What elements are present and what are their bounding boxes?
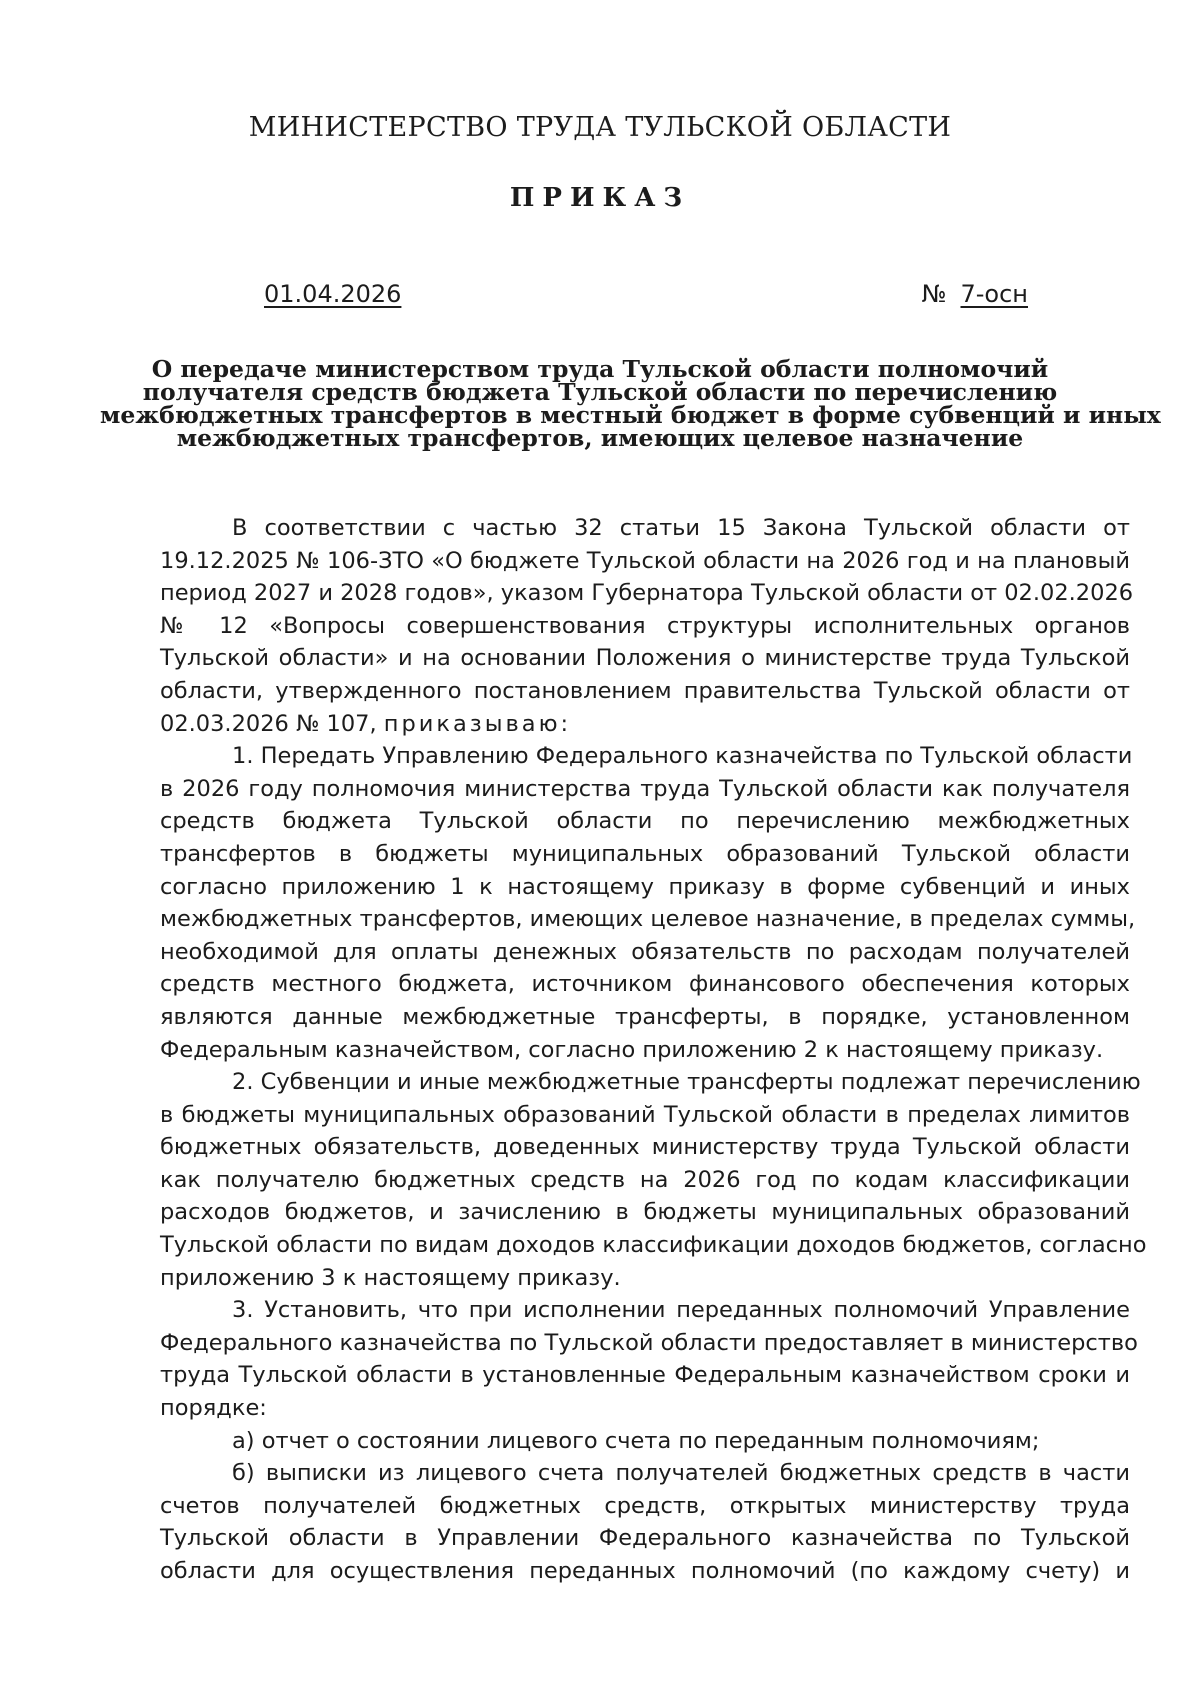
document-body [160, 512, 1147, 1588]
body-line: согласно приложению 1 к настоящему приказу в форме субвенций и иных [160, 873, 1130, 900]
document-type: ПРИКАЗ [509, 183, 691, 213]
body-line [160, 708, 1130, 741]
ministry-name: МИНИСТЕРСТВО ТРУДА ТУЛЬСКОЙ ОБЛАСТИ [248, 112, 952, 143]
body-line: труда Тульской области в установленные Федеральным казначейством сроки и [160, 1362, 1130, 1389]
body-line: межбюджетных трансфертов, имеющих целевое назначение, в пределах суммы, [160, 906, 1136, 933]
body-line: 2. Субвенции и иные межбюджетные трансферты подлежат перечислению [232, 1069, 1141, 1096]
body-line: расходов бюджетов, и зачислению в бюджеты муниципальных образований [160, 1199, 1130, 1226]
body-line: приложению 3 к настоящему приказу. [160, 1264, 621, 1291]
title-line: О передаче министерством труда Тульской области полномочий [151, 355, 1049, 383]
body-line: 1. Передать Управлению Федерального казначейства по Тульской области [232, 743, 1133, 770]
body-line: счетов получателей бюджетных средств, открытых министерству труда [160, 1492, 1130, 1519]
body-line: необходимой для оплаты денежных обязательств по расходам получателей [160, 938, 1130, 965]
body-line: Тульской области в Управлении Федерального казначейства по Тульской [160, 1525, 1130, 1552]
body-line: Тульской области» и на основании Положения о министерстве труда Тульской [160, 645, 1130, 672]
body-line: Федеральным казначейством, согласно приложению 2 к настоящему приказу. [160, 1036, 1104, 1063]
body-line: области для осуществления переданных полномочий (по каждому счету) и [160, 1558, 1130, 1584]
order-word: приказываю: [383, 710, 572, 737]
body-line: а) отчет о состоянии лицевого счета по переданным полномочиям; [232, 1427, 1040, 1454]
body-line: 19.12.2025 № 106-ЗТО «О бюджете Тульской области на 2026 год и на плановый [160, 547, 1130, 574]
title-line: межбюджетных трансфертов, имеющих целевое назначение [176, 424, 1024, 452]
body-line: являются данные межбюджетные трансферты, в порядке, установленном [160, 1003, 1130, 1030]
body-line: период 2027 и 2028 годов», указом Губернатора Тульской области от 02.02.2026 [160, 580, 1134, 607]
body-line: как получателю бюджетных средств на 2026 год по кодам классификации [160, 1166, 1130, 1193]
body-line: 3. Установить, что при исполнении переданных полномочий Управление [232, 1297, 1130, 1324]
preamble-end: 02.03.2026 № 107, [160, 710, 377, 737]
document-number [922, 280, 1028, 308]
body-line: трансфертов в бюджеты муниципальных образований Тульской области [160, 840, 1130, 867]
body-line: № 12 «Вопросы совершенствования структуры исполнительных органов [160, 612, 1130, 639]
document-title [100, 355, 1161, 452]
title-line: получателя средств бюджета Тульской области по перечислению [142, 378, 1058, 406]
document-date: 01.04.2026 [264, 280, 402, 308]
number-value: 7-осн [960, 280, 1028, 308]
body-line: В соответствии с частью 32 статьи 15 Закона Тульской области от [232, 515, 1130, 541]
body-line: средств бюджета Тульской области по перечислению межбюджетных [160, 808, 1130, 835]
number-sign: № [921, 280, 947, 308]
body-line: средств местного бюджета, источником финансового обеспечения которых [160, 971, 1130, 998]
body-line: Тульской области по видам доходов классификации доходов бюджетов, согласно [160, 1232, 1147, 1259]
body-line: в бюджеты муниципальных образований Тульской области в пределах лимитов [160, 1101, 1130, 1128]
body-line: в 2026 году полномочия министерства труда Тульской области как получателя [160, 775, 1130, 802]
body-line: бюджетных обязательств, доведенных министерству труда Тульской области [160, 1134, 1130, 1161]
body-line: б) выписки из лицевого счета получателей бюджетных средств в части [232, 1460, 1130, 1487]
body-line: порядке: [160, 1395, 267, 1422]
body-line: Федерального казначейства по Тульской области предоставляет в министерство [160, 1329, 1138, 1356]
body-line: области, утвержденного постановлением правительства Тульской области от [160, 677, 1130, 704]
title-line: межбюджетных трансфертов в местный бюджет в форме субвенций и иных [100, 401, 1161, 429]
